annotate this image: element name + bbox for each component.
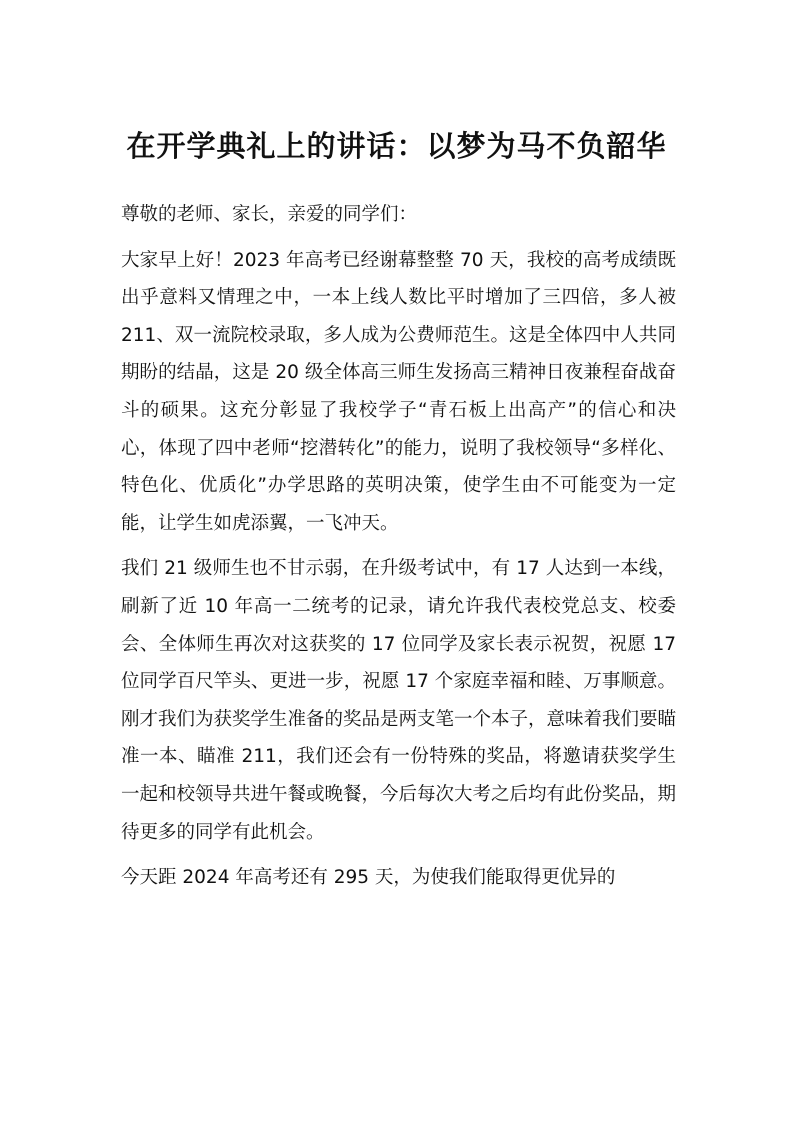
greeting-paragraph: 尊敬的老师、家长，亲爱的同学们： [121,204,418,225]
body-paragraph: 今天距 2024 年高考还有 295 天，为使我们能取得更优异的 [121,867,616,889]
body-paragraph: 大家早上好！2023 年高考已经谢幕整整 70 天，我校的高考成绩既出乎意料又情理之中，一本上线人数比平时增加了三四倍，多人被 211、双一流院校录取，多人成为公费师范生。这是全体四中人共同期盼的结晶，这是 20 级全体高三师生发扬高三精神日夜兼程奋战奋斗的硕果。这充分彰显了我校学子“青石板上出高产”的信心和决心，体现了四中老师“挖潜转化”的能力，说明了我校领导“多样化、特色化、优质化”办学思路的英明决策，使学生由不可能变为一定能，让学生如虎添翼，一飞冲天。 [121,249,676,534]
document-body [121,196,676,905]
body-paragraph: 我们 21 级师生也不甘示弱，在升级考试中，有 17 人达到一本线，刷新了近 10 年高一二统考的记录，请允许我代表校党总支、校委会、全体师生再次对这获奖的 17 位同学及家长表示祝贺，祝愿 17 位同学百尺竿头、更进一步，祝愿 17 个家庭幸福和睦、万事顺意。刚才我们为获奖学生准备的奖品是两支笔一个本子，意味着我们要瞄准一本、瞄准 211，我们还会有一份特殊的奖品，将邀请获奖学生一起和校领导共进午餐或晚餐，今后每次大考之后均有此份奖品，期待更多的同学有此机会。 [121,558,677,843]
page-title: 在开学典礼上的讲话：以梦为马不负韶华 [126,129,667,163]
